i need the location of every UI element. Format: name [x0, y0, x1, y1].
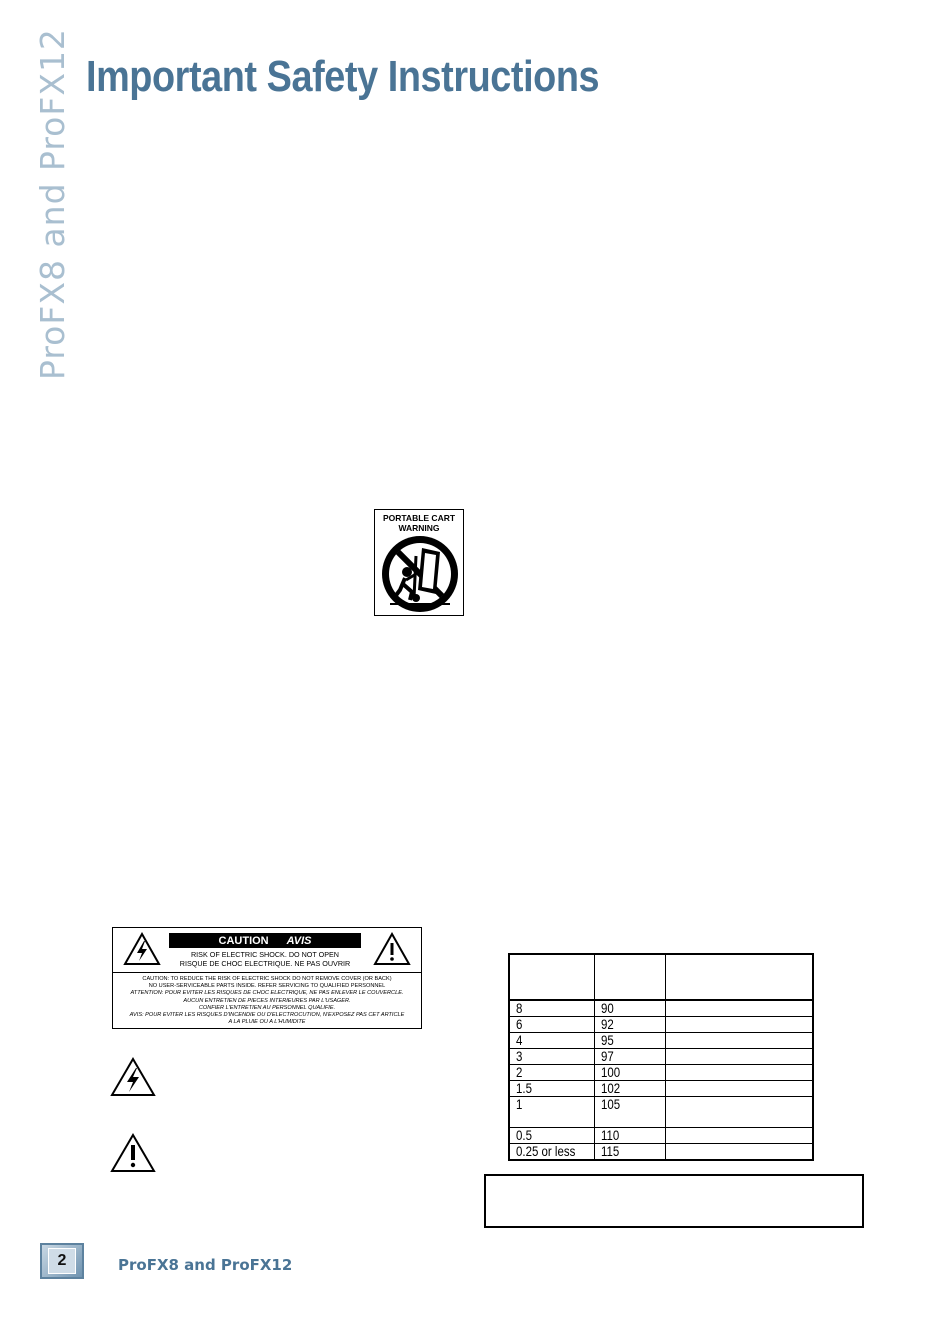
- tipping-cart-prohibited-icon: [380, 534, 460, 614]
- caution-subheading: [169, 950, 361, 968]
- duration-cell-text: 8: [516, 1000, 523, 1016]
- note-box: [484, 1174, 864, 1228]
- level-cell: [595, 1081, 666, 1097]
- page-number: 2: [48, 1248, 76, 1274]
- level-cell-text: 110: [601, 1127, 620, 1143]
- level-cell: [595, 1144, 666, 1161]
- cart-warning-label: PORTABLE CART WARNING: [382, 513, 456, 533]
- permissible-noise-table: [508, 953, 814, 1161]
- caution-label-top: [113, 928, 421, 973]
- level-cell: [595, 1000, 666, 1017]
- caution-header-fr: AVIS: [286, 934, 312, 947]
- caution-sub-line: RISQUE DE CHOC ELECTRIQUE. NE PAS OUVRIR: [179, 959, 351, 968]
- lightning-bolt-triangle-icon: [123, 932, 161, 966]
- exclamation-triangle-icon: [110, 1133, 156, 1173]
- table-row: [509, 1033, 813, 1049]
- duration-cell-text: 1.5: [516, 1080, 532, 1096]
- duration-cell-text: 4: [516, 1032, 523, 1048]
- duration-cell: [509, 1097, 595, 1128]
- level-cell-text: 97: [601, 1048, 615, 1064]
- table-row: [509, 1017, 813, 1033]
- level-cell-text: 92: [601, 1016, 615, 1032]
- level-cell: [595, 1049, 666, 1065]
- duration-cell: [509, 1065, 595, 1081]
- table-row: [509, 1097, 813, 1128]
- page-title: Important Safety Instructions: [86, 52, 600, 101]
- duration-cell-text: 0.5: [516, 1127, 532, 1143]
- note-cell: [666, 1144, 813, 1161]
- footer-product-name: ProFX8 and ProFX12: [118, 1256, 293, 1274]
- caution-body-text: [113, 973, 421, 1026]
- caution-body-line: ATTENTION: POUR EVITER LES RISQUES DE CHOC ELECTRIQUE, NE PAS ENLEVER LE COUVERCLE.: [130, 990, 404, 997]
- level-cell-text: 115: [601, 1143, 620, 1159]
- table-row: [509, 1049, 813, 1065]
- note-cell: [666, 1128, 813, 1144]
- duration-cell-text: 3: [516, 1048, 523, 1064]
- caution-body-line: A LA PLUIE OU A L'HUMIDITE: [228, 1019, 306, 1026]
- level-cell-text: 102: [601, 1080, 621, 1096]
- caution-body-line: CONFIER L'ENTRETIEN AU PERSONNEL QUALIFIE.: [198, 1004, 336, 1011]
- duration-cell: [509, 1049, 595, 1065]
- level-cell-text: 105: [601, 1096, 621, 1112]
- lightning-bolt-triangle-icon: [110, 1057, 156, 1097]
- level-cell: [595, 1017, 666, 1033]
- note-cell: [666, 1017, 813, 1033]
- level-cell-text: 100: [601, 1064, 621, 1080]
- portable-cart-warning: [374, 509, 464, 616]
- side-running-title: ProFX8 and ProFX12: [33, 28, 72, 380]
- duration-cell-text: 1: [516, 1096, 523, 1112]
- caution-body-line: CAUTION: TO REDUCE THE RISK OF ELECTRIC SHOCK DO NOT REMOVE COVER (OR BACK): [142, 976, 392, 982]
- duration-cell-text: 6: [516, 1016, 523, 1032]
- caution-body-line: AUCUN ENTRETIEN DE PIECES INTERIEURES PAR L'USAGER.: [183, 997, 351, 1004]
- caution-body-line: NO USER-SERVICEABLE PARTS INSIDE. REFER SERVICING TO QUALIFIED PERSONNEL: [148, 983, 386, 990]
- caution-header: [169, 933, 361, 948]
- exclamation-triangle-icon: [373, 932, 411, 966]
- level-cell-text: 90: [601, 1000, 615, 1016]
- table-header-cell: [666, 954, 813, 1000]
- note-cell: [666, 1049, 813, 1065]
- note-cell: [666, 1000, 813, 1017]
- table-header-row: [509, 954, 813, 1000]
- level-cell: [595, 1128, 666, 1144]
- level-cell-text: 95: [601, 1032, 615, 1048]
- table-row: [509, 1065, 813, 1081]
- duration-cell: [509, 1033, 595, 1049]
- caution-body-line: AVIS: POUR EVITER LES RISQUES D'INCENDIE OU D'ELECTROCUTION, N'EXPOSEZ PAS CET ARTICLE: [129, 1012, 405, 1019]
- level-cell: [595, 1065, 666, 1081]
- table-row: [509, 1081, 813, 1097]
- duration-cell-text: 0.25 or less: [516, 1143, 576, 1159]
- note-cell: [666, 1081, 813, 1097]
- page-number-badge: [40, 1243, 84, 1279]
- note-cell: [666, 1065, 813, 1081]
- note-cell: [666, 1097, 813, 1128]
- duration-cell: [509, 1017, 595, 1033]
- table-header-cell: [595, 954, 666, 1000]
- caution-sub-line: RISK OF ELECTRIC SHOCK. DO NOT OPEN: [190, 950, 340, 959]
- level-cell: [595, 1097, 666, 1128]
- caution-header-en: CAUTION: [218, 934, 269, 947]
- duration-cell: [509, 1081, 595, 1097]
- note-cell: [666, 1033, 813, 1049]
- permissible-noise-table-body: [509, 954, 813, 1160]
- table-header-cell: [509, 954, 595, 1000]
- duration-cell-text: 2: [516, 1064, 523, 1080]
- level-cell: [595, 1033, 666, 1049]
- duration-cell: [509, 1128, 595, 1144]
- table-row: [509, 1000, 813, 1017]
- duration-cell: [509, 1000, 595, 1017]
- table-row: [509, 1144, 813, 1161]
- caution-label: [112, 927, 422, 1029]
- table-row: [509, 1128, 813, 1144]
- duration-cell: [509, 1144, 595, 1161]
